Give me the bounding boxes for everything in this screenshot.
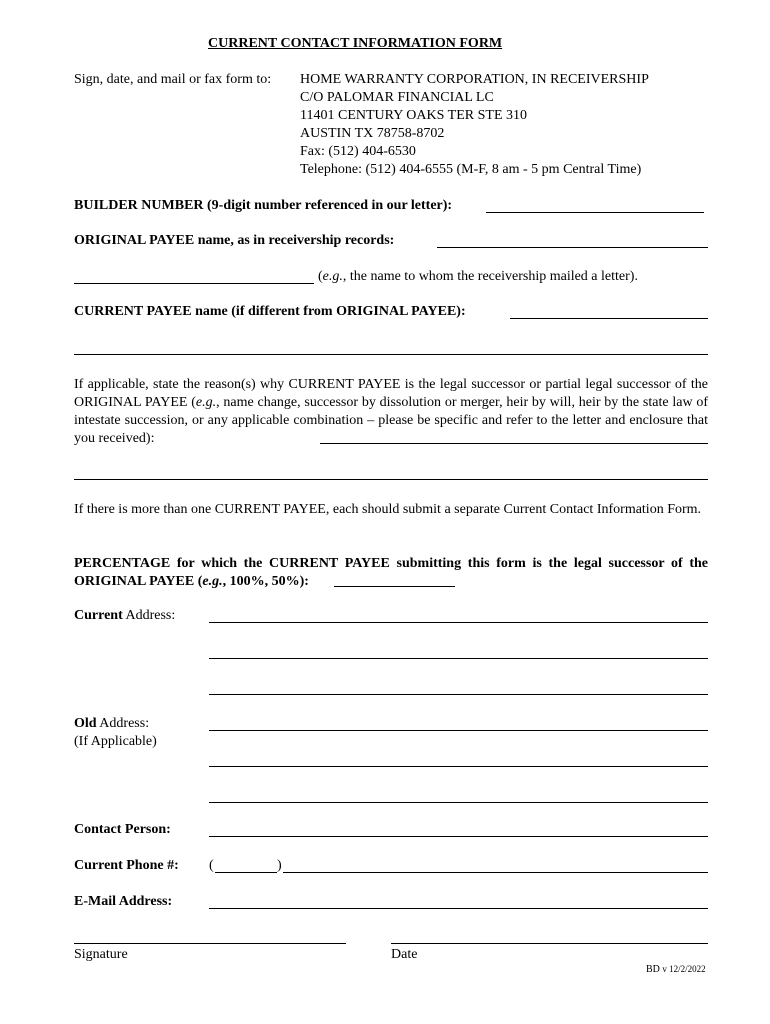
note-eg: e.g. (322, 269, 343, 284)
note-open-paren: ( (318, 269, 323, 284)
original-payee-field[interactable] (437, 247, 708, 248)
telephone-line: Telephone: (512) 404-6555 (M-F, 8 am - 5 pm Central Time) (300, 162, 642, 177)
original-payee-note (318, 269, 638, 285)
old-address-label-rest: Address: (96, 716, 150, 731)
page-title: CURRENT CONTACT INFORMATION FORM (208, 36, 503, 51)
address-line: 11401 CENTURY OAKS TER STE 310 (300, 108, 527, 123)
percentage-pre: PERCENTAGE for which the CURRENT PAYEE submitting this form is the legal successor of the ORIGINAL PAYEE ( (74, 556, 708, 589)
percentage-field[interactable] (334, 586, 455, 587)
fax-line: Fax: (512) 404-6530 (300, 144, 416, 159)
phone-area-code-field[interactable] (215, 872, 277, 873)
original-payee-label: ORIGINAL PAYEE name, as in receivership records: (74, 233, 395, 248)
signature-field[interactable] (74, 943, 346, 944)
address-line: C/O PALOMAR FINANCIAL LC (300, 90, 494, 105)
current-address-line-2[interactable] (209, 658, 708, 659)
percentage-post: , 100%, 50%): (222, 574, 309, 589)
current-payee-field-continued[interactable] (74, 354, 708, 355)
note-rest: , the name to whom the receivership mailed a letter). (342, 269, 638, 284)
signature-label: Signature (74, 947, 128, 962)
phone-area-open-paren: ( (209, 858, 214, 873)
multiple-payee-note: If there is more than one CURRENT PAYEE, each should submit a separate Current Contact Information Form. (74, 502, 702, 517)
percentage-eg: e.g. (202, 574, 223, 589)
old-address-note: (If Applicable) (74, 734, 157, 749)
phone-number-field[interactable] (283, 872, 708, 873)
address-line: AUSTIN TX 78758-8702 (300, 126, 445, 141)
current-address-label-rest: Address: (122, 608, 176, 623)
reason-post: , name change, successor by dissolution or merger, heir by will, heir by the state law of intestate succession, or any applicable combination – please be specific and refer to the letter and enclosure that you received): (74, 395, 708, 446)
date-field[interactable] (391, 943, 708, 944)
version-footer (646, 964, 706, 975)
builder-number-label: BUILDER NUMBER (9-digit number referenced in our letter): (74, 198, 453, 213)
reason-paragraph (74, 376, 708, 448)
old-address-line-1[interactable] (209, 730, 708, 731)
current-payee-field[interactable] (510, 318, 708, 319)
contact-person-label: Contact Person: (74, 822, 171, 837)
version-date: v 12/2/2022 (662, 964, 706, 974)
current-phone-label: Current Phone #: (74, 858, 179, 873)
phone-area-close-paren: ) (277, 858, 282, 873)
email-field[interactable] (209, 908, 708, 909)
old-address-label-bold: Old (74, 716, 97, 731)
builder-number-field[interactable] (486, 212, 704, 213)
reason-eg: e.g. (195, 395, 217, 410)
current-address-line-1[interactable] (209, 622, 708, 623)
current-payee-label: CURRENT PAYEE name (if different from ORIGINAL PAYEE): (74, 304, 466, 319)
email-label: E-Mail Address: (74, 894, 173, 909)
current-address-label-bold: Current (74, 608, 123, 623)
version-code: BD (646, 964, 660, 975)
current-address-line-3[interactable] (209, 694, 708, 695)
current-address-label (74, 608, 175, 624)
old-address-line-2[interactable] (209, 766, 708, 767)
reason-field[interactable] (320, 443, 708, 444)
address-line: HOME WARRANTY CORPORATION, IN RECEIVERSHIP (300, 72, 649, 87)
contact-person-field[interactable] (209, 836, 708, 837)
original-payee-field-continued[interactable] (74, 283, 314, 284)
date-label: Date (391, 947, 418, 962)
old-address-line-3[interactable] (209, 802, 708, 803)
reason-pre: If applicable, state the reason(s) why CURRENT PAYEE is the legal successor or partial legal successor of the ORIGINAL PAYEE ( (74, 377, 708, 410)
mail-instructions-label: Sign, date, and mail or fax form to: (74, 72, 272, 87)
old-address-label (74, 716, 149, 732)
reason-field-continued[interactable] (74, 479, 708, 480)
